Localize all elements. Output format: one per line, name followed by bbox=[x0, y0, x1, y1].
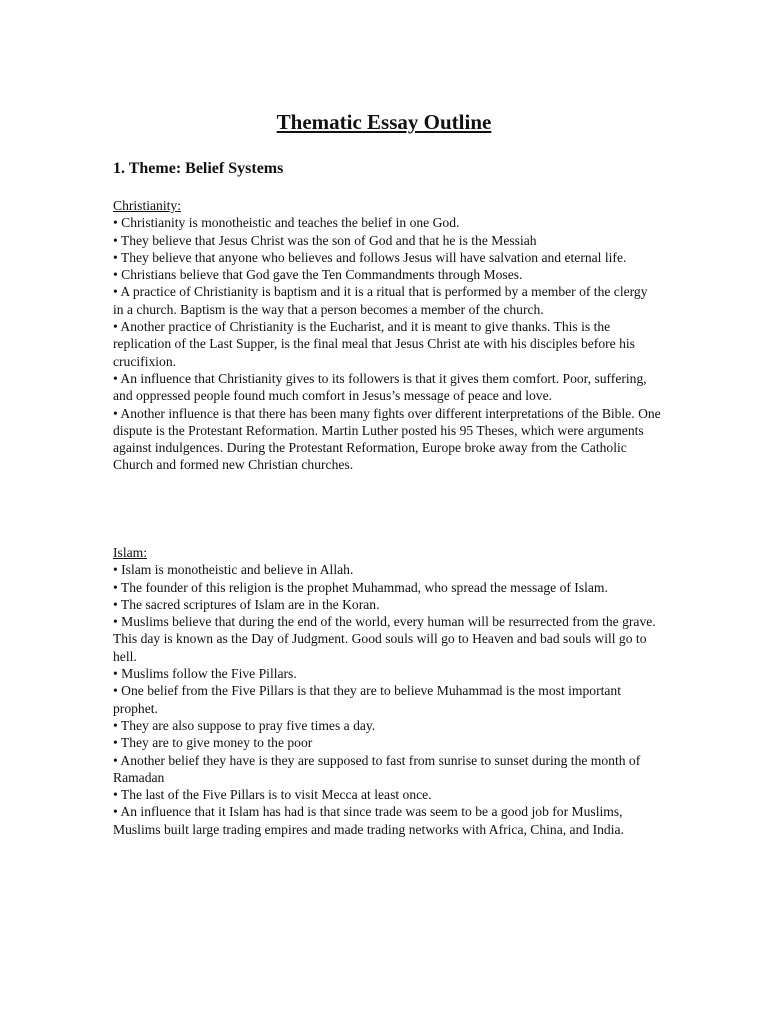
section-label-islam bbox=[113, 544, 661, 561]
bullet-item: • Another influence is that there has been many fights over different interpretations of the Bible. One dispute is the Protestant Reformation. Martin Luther posted his 95 Theses, which were arguments against indulgences. During the Protestant Reformation, Europe broke away from the Catholic Church and formed new Christian churches. bbox=[113, 405, 661, 473]
bullet-item: • Muslims follow the Five Pillars. bbox=[113, 666, 297, 682]
section-label-text: Islam bbox=[113, 545, 144, 560]
christianity-bullet-list bbox=[113, 214, 661, 473]
islam-bullet-list bbox=[113, 561, 661, 838]
document-title: Thematic Essay Outline bbox=[276, 110, 492, 134]
section-label-suffix: : bbox=[177, 198, 181, 213]
bullet-item: • Christianity is monotheistic and teaches the belief in one God. bbox=[113, 215, 460, 231]
islam-section bbox=[113, 544, 661, 838]
section-label-text: Christianity bbox=[113, 198, 178, 213]
christianity-section bbox=[113, 197, 661, 474]
bullet-item: • The founder of this religion is the prophet Muhammad, who spread the message of Islam. bbox=[113, 579, 608, 595]
bullet-item: • They are to give money to the poor bbox=[113, 735, 313, 751]
bullet-item: • One belief from the Five Pillars is that they are to believe Muhammad is the most important prophet. bbox=[113, 683, 621, 716]
bullet-item: • The sacred scriptures of Islam are in the Koran. bbox=[113, 596, 380, 612]
bullet-item: • A practice of Christianity is baptism and it is a ritual that is performed by a member of the clergy in a church. Baptism is the way that a person becomes a member of the church. bbox=[113, 284, 648, 317]
bullet-item: • They believe that Jesus Christ was the son of God and that he is the Messiah bbox=[113, 232, 537, 248]
bullet-item: • Another practice of Christianity is the Eucharist, and it is meant to give thanks. This is the replication of the Last Supper, is the final meal that Jesus Christ ate with his disciples before his crucifixion. bbox=[113, 319, 635, 369]
bullet-item: • Another belief they have is they are supposed to fast from sunrise to sunset during the month of Ramadan bbox=[113, 752, 641, 785]
theme-heading: 1. Theme: Belief Systems bbox=[113, 160, 284, 177]
bullet-item: • Muslims believe that during the end of the world, every human will be resurrected from the grave. This day is known as the Day of Judgment. Good souls will go to Heaven and bad souls will go to hell. bbox=[113, 614, 656, 664]
bullet-item: • An influence that Christianity gives to its followers is that it gives them comfort. Poor, suffering, and oppressed people found much comfort in Jesus’s message of peace and love. bbox=[113, 370, 647, 404]
section-label-christianity bbox=[113, 197, 661, 214]
bullet-item: • They are also suppose to pray five times a day. bbox=[113, 717, 376, 733]
section-label-suffix: : bbox=[143, 545, 147, 560]
bullet-item: • Christians believe that God gave the Ten Commandments through Moses. bbox=[113, 267, 523, 283]
bullet-item: • The last of the Five Pillars is to visit Mecca at least once. bbox=[113, 787, 432, 803]
bullet-item: • Islam is monotheistic and believe in Allah. bbox=[113, 562, 354, 578]
bullet-item: • An influence that it Islam has had is that since trade was seem to be a good job for Muslims, Muslims built large trading empires and made trading networks with Africa, China, and India. bbox=[113, 804, 624, 837]
bullet-item: • They believe that anyone who believes and follows Jesus will have salvation and eternal life. bbox=[113, 249, 627, 265]
